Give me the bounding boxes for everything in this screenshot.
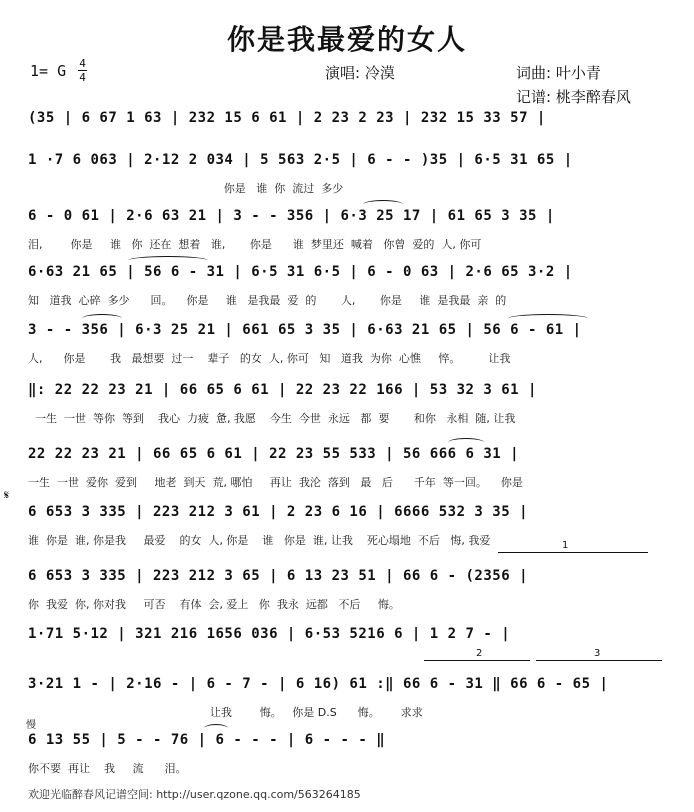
notation-line: 6 - 0 61 | 2·6 63 21 | 3 - - 356 | 6·3 25 17 | 61 65 3 35 | [28, 208, 555, 224]
segno-sign: 𝄋 [4, 488, 10, 502]
lyric-line: 你是 谁 你 流过 多少 [28, 182, 344, 195]
first-ending-number: 1 [562, 540, 569, 551]
composer-credit: 词曲: 叶小青 [516, 64, 601, 82]
lyric-line: 你不要 再让 我 流 泪。 [28, 762, 187, 775]
key-signature: 1= G [30, 62, 67, 80]
notation-line: (35 | 6 67 1 63 | 232 15 6 61 | 2 23 2 23 | 232 15 33 57 | [28, 110, 546, 126]
notation-line: 6 653 3 335 | 223 212 3 65 | 6 13 23 51 | 66 6 - (2356 | [28, 568, 529, 584]
notation-line: 3·21 1 - | 2·16 - | 6 - 7 - | 6 16) 61 :‖ 66 6 - 31 ‖ 66 6 - 65 | [28, 676, 609, 692]
notation-line: 1·71 5·12 | 321 216 1656 036 | 6·53 5216 6 | 1 2 7 - | [28, 626, 511, 642]
second-ending-bracket [424, 660, 530, 661]
time-signature-bottom: 4 [79, 71, 86, 84]
time-signature-top: 4 [79, 57, 86, 70]
notation-line: 22 22 23 21 | 66 65 6 61 | 22 23 55 533 | 56 666 6 31 | [28, 446, 520, 462]
notation-line: 1 ·7 6 063 | 2·12 2 034 | 5 563 2·5 | 6 - - )35 | 6·5 31 65 | [28, 152, 573, 168]
singer-credit: 演唱: 冷漠 [325, 64, 395, 82]
lyric-line: 一生 一世 等你 等到 我心 力疲 惫, 我愿 今生 今世 永远 都 要 和你 永相 随, 让我 [28, 412, 516, 425]
third-ending-bracket [536, 660, 662, 661]
notation-line: 3 - - 356 | 6·3 25 21 | 661 65 3 35 | 6·63 21 65 | 56 6 - 61 | [28, 322, 582, 338]
tempo-marking: 慢 [26, 720, 36, 731]
lyric-line: 泪, 你是 谁 你 还在 想着 谁, 你是 谁 梦里还 喊着 你曾 爱的 人, 你可 [28, 238, 482, 251]
notation-line: ‖: 22 22 23 21 | 66 65 6 61 | 22 23 22 166 | 53 32 3 61 | [28, 382, 537, 398]
notation-line: 6 653 3 335 | 223 212 3 61 | 2 23 6 16 | 6666 532 3 35 | [28, 504, 529, 520]
second-ending-number: 2 [476, 648, 483, 659]
notation-line: 6 13 55 | 5 - - 76 | 6 - - - | 6 - - - ‖ [28, 732, 386, 748]
footer-text: 欢迎光临醉春风记谱空间: http://user.qzone.qq.com/563264185 [28, 788, 361, 801]
third-ending-number: 3 [594, 648, 601, 659]
first-ending-bracket [498, 552, 648, 553]
lyric-line: 知 道我 心碎 多少 回。 你是 谁 是我最 爱 的 人, 你是 谁 是我最 亲 的 [28, 294, 507, 307]
notator-credit: 记谱: 桃李醉春风 [516, 88, 631, 106]
lyric-line: 让我 悔。 你是 D.S 悔。 求求 [28, 706, 423, 719]
notation-line: 6·63 21 65 | 56 6 - 31 | 6·5 31 6·5 | 6 - 0 63 | 2·6 65 3·2 | [28, 264, 573, 280]
lyric-line: 一生 一世 爱你 爱到 地老 到天 荒, 哪怕 再让 我沦 落到 最 后 千年 等一回。 你是 [28, 476, 523, 489]
time-signature [78, 58, 87, 83]
lyric-line: 人, 你是 我 最想要 过一 辈子 的女 人, 你可 知 道我 为你 心憔 悴。 让我 [28, 352, 511, 365]
song-title: 你是我最爱的女人 [226, 23, 467, 56]
lyric-line: 谁 你是 谁, 你是我 最爱 的女 人, 你是 谁 你是 谁, 让我 死心塌地 不后 悔, 我爱 [28, 534, 491, 547]
lyric-line: 你 我爱 你, 你对我 可否 有体 会, 爱上 你 我永 远都 不后 悔。 [28, 598, 400, 611]
